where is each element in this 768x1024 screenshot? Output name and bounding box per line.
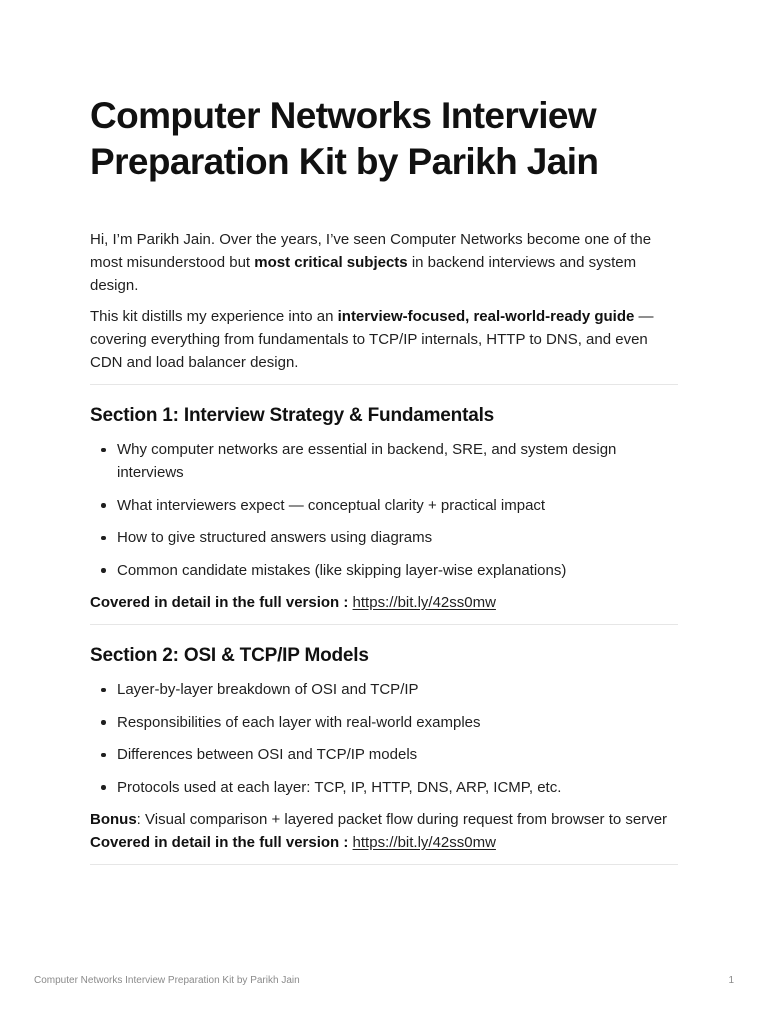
section-divider [90,624,678,625]
intro [90,228,678,374]
list-item: Responsibilities of each layer with real-world examples [117,711,678,734]
section-2 [90,644,678,854]
section-2-list [90,678,678,799]
intro-paragraph-2 [90,305,678,374]
list-item: How to give structured answers using diagrams [117,526,678,549]
list-item: Common candidate mistakes (like skipping layer-wise explanations) [117,559,678,582]
full-version-link[interactable]: https://bit.ly/42ss0mw [352,594,496,611]
covered-note [90,591,678,614]
bonus-text: : Visual comparison + layered packet flow during request from browser to server [136,811,668,828]
full-version-link[interactable]: https://bit.ly/42ss0mw [352,834,496,851]
intro-emphasis: interview-focused, real-world-ready guide [337,308,635,325]
intro-text: in backend interviews and system design. [90,254,637,294]
list-item: Why computer networks are essential in backend, SRE, and system design interviews [117,438,678,484]
section-divider [90,864,678,865]
list-item: Protocols used at each layer: TCP, IP, HTTP, DNS, ARP, ICMP, etc. [117,776,678,799]
section-1 [90,404,678,614]
covered-label: Covered in detail in the full version : [90,834,353,851]
list-item: Differences between OSI and TCP/IP models [117,743,678,766]
covered-label: Covered in detail in the full version : [90,594,353,611]
section-heading: Section 2: OSI & TCP/IP Models [90,645,369,666]
intro-emphasis: most critical subjects [254,254,408,271]
list-item: What interviewers expect — conceptual clarity + practical impact [117,494,678,517]
section-divider [90,384,678,385]
document-page [90,93,678,865]
page-title: Computer Networks Interview Preparation Kit by Parikh Jain [90,95,599,182]
intro-paragraph-1 [90,228,678,297]
intro-text: Hi, I’m Parikh Jain. Over the years, I’ve seen Computer Networks become one of the most misunderstood but [90,231,652,271]
intro-text: — covering everything from fundamentals to TCP/IP internals, HTTP to DNS, and even CDN and load balancer design. [90,308,654,371]
bonus-label: Bonus [90,811,137,828]
section-1-list [90,438,678,582]
bonus-note [90,808,678,831]
section-heading: Section 1: Interview Strategy & Fundamentals [90,405,495,426]
footer-title: Computer Networks Interview Preparation Kit by Parikh Jain [34,975,300,986]
page-number: 1 [728,975,734,986]
intro-text: This kit distills my experience into an [90,308,338,325]
list-item: Layer-by-layer breakdown of OSI and TCP/IP [117,678,678,701]
covered-note [90,831,678,854]
